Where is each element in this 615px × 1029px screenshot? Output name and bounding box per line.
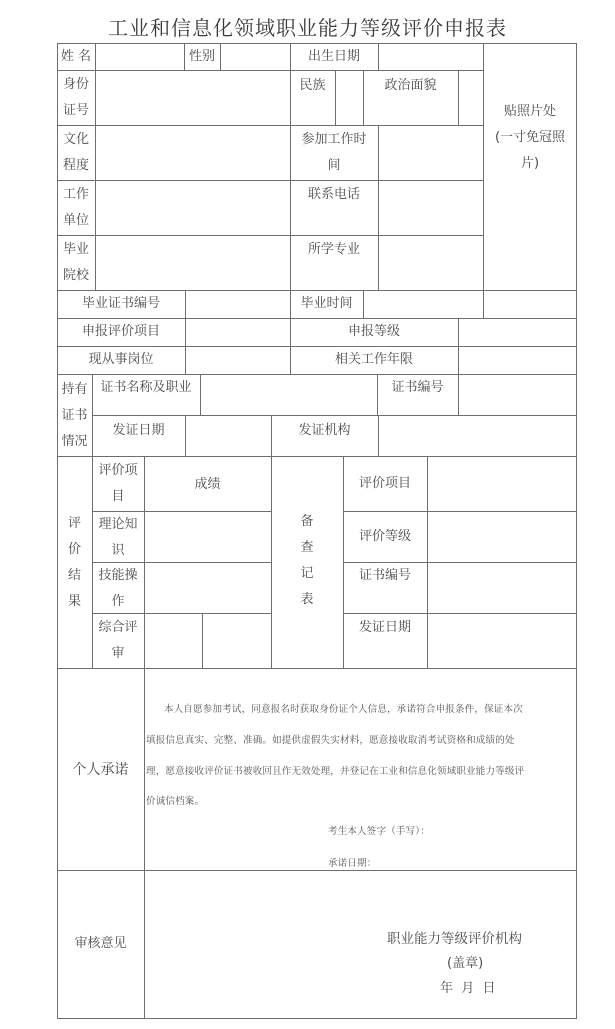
pledge-line: 填报信息真实、完整、准确。如提供虚假失实材料，愿意接收取消考试资格和成绩的处 xyxy=(146,735,515,746)
record-char: 备 xyxy=(300,514,314,529)
theory-label-line: 识 xyxy=(111,543,125,558)
eval-item-header xyxy=(92,458,144,510)
record-char: 表 xyxy=(300,592,314,607)
years-label: 相关工作年限 xyxy=(334,352,413,367)
unit-label-line: 工作 xyxy=(62,187,89,202)
eval-result-label xyxy=(57,511,92,615)
level-label: 申报等级 xyxy=(347,324,400,339)
phone-field[interactable] xyxy=(379,181,483,235)
theory-score-field[interactable] xyxy=(145,512,271,562)
eval-item-header-line: 目 xyxy=(111,489,125,504)
rule xyxy=(483,43,484,318)
major-label: 所学专业 xyxy=(307,242,360,257)
school-label xyxy=(57,237,95,289)
pledge-line: 价诚信档案。 xyxy=(146,796,205,807)
record-issue-date-label: 发证日期 xyxy=(358,620,411,635)
ethnicity-label: 民族 xyxy=(299,78,326,93)
form-title: 工业和信息化领域职业能力等级评价申报表 xyxy=(108,16,507,40)
overall-field-a[interactable] xyxy=(145,614,202,668)
name-label: 姓 名 xyxy=(60,49,92,64)
held-cert-label-line: 持有 xyxy=(61,382,88,397)
skill-label-line: 技能操 xyxy=(98,568,138,583)
held-issuer-label: 发证机构 xyxy=(298,423,351,438)
eval-item-label: 申报评价项目 xyxy=(81,324,160,339)
record-label xyxy=(271,509,343,613)
id-label-line: 证号 xyxy=(62,103,89,118)
record-item-label: 评价项目 xyxy=(358,476,411,491)
held-cert-label-line: 证书 xyxy=(61,408,88,423)
held-cert-number-label: 证书编号 xyxy=(391,380,444,395)
photo-text: 片) xyxy=(520,156,540,171)
review-seal: (盖章) xyxy=(447,956,484,971)
cert-name-label: 证书名称及职业 xyxy=(100,380,192,395)
held-issue-date-label: 发证日期 xyxy=(112,423,165,438)
id-number-field[interactable] xyxy=(96,71,290,125)
overall-field-b[interactable] xyxy=(203,614,271,668)
record-level-label: 评价等级 xyxy=(358,529,411,544)
work-start-label xyxy=(290,127,378,179)
education-label-line: 程度 xyxy=(62,158,89,173)
ethnicity-field[interactable] xyxy=(336,71,363,125)
held-cert-label xyxy=(57,377,92,455)
rule xyxy=(144,668,145,1019)
cert-name-field[interactable] xyxy=(201,375,377,415)
pledge-line: 本人自愿参加考试，同意报名时获取身份证个人信息，承诺符合申报条件，保证本次 xyxy=(164,704,523,715)
record-char: 记 xyxy=(300,566,314,581)
border-bottom xyxy=(57,1018,577,1019)
unit-field[interactable] xyxy=(96,181,290,235)
id-label xyxy=(57,72,95,124)
unit-label-line: 单位 xyxy=(62,213,89,228)
school-field[interactable] xyxy=(96,236,290,290)
overall-label-line: 综合评 xyxy=(98,620,138,635)
review-org: 职业能力等级评价机构 xyxy=(387,931,522,947)
unit-label xyxy=(57,182,95,234)
photo-text: (一寸免冠照 xyxy=(494,130,566,145)
birth-field[interactable] xyxy=(379,44,483,70)
political-field[interactable] xyxy=(459,71,483,125)
score-header: 成绩 xyxy=(194,477,221,492)
skill-label xyxy=(92,563,144,615)
name-field[interactable] xyxy=(96,44,184,70)
political-label: 政治面貌 xyxy=(384,78,437,93)
eval-result-char: 评 xyxy=(67,516,81,531)
held-cert-number-field[interactable] xyxy=(459,375,576,415)
pledge-date-label: 承诺日期： xyxy=(328,858,377,869)
theory-label xyxy=(92,512,144,564)
education-field[interactable] xyxy=(96,126,290,180)
photo-text: 贴照片处 xyxy=(503,104,556,119)
education-label xyxy=(57,127,95,179)
diploma-number-label: 毕业证书编号 xyxy=(81,296,160,311)
phone-label: 联系电话 xyxy=(307,187,360,202)
record-issue-date-field[interactable] xyxy=(428,614,576,668)
pledge-label: 个人承诺 xyxy=(72,762,129,778)
birth-label: 出生日期 xyxy=(307,49,360,64)
held-issue-date-field[interactable] xyxy=(186,416,271,456)
gender-field[interactable] xyxy=(221,44,290,70)
graduation-time-field[interactable] xyxy=(364,291,576,318)
held-issuer-field[interactable] xyxy=(379,416,576,456)
skill-label-line: 作 xyxy=(111,594,125,609)
years-field[interactable] xyxy=(459,347,576,374)
education-label-line: 文化 xyxy=(62,132,89,147)
school-label-line: 毕业 xyxy=(62,242,89,257)
theory-label-line: 理论知 xyxy=(98,517,138,532)
pledge-line: 理，愿意接收评价证书被收回且作无效处理，并登记在工业和信息化领域职业能力等级评 xyxy=(146,766,525,777)
rule xyxy=(57,668,577,669)
eval-result-char: 价 xyxy=(67,542,81,557)
record-char: 查 xyxy=(300,540,314,555)
major-field[interactable] xyxy=(379,236,483,290)
pledge-signature-label: 考生本人签字（手写）： xyxy=(328,826,430,837)
overall-label xyxy=(92,615,144,667)
record-item-field[interactable] xyxy=(428,457,576,511)
held-cert-label-line: 情况 xyxy=(61,434,88,449)
level-field[interactable] xyxy=(459,319,576,346)
skill-score-field[interactable] xyxy=(145,563,271,613)
post-field[interactable] xyxy=(186,347,290,374)
eval-result-char: 结 xyxy=(67,568,81,583)
record-level-field[interactable] xyxy=(428,512,576,562)
graduation-time-label: 毕业时间 xyxy=(300,296,353,311)
overall-label-line: 审 xyxy=(111,646,125,661)
record-cert-number-field[interactable] xyxy=(428,563,576,613)
review-label: 审核意见 xyxy=(74,936,127,951)
gender-label: 性别 xyxy=(188,49,215,64)
eval-result-char: 果 xyxy=(67,594,81,609)
record-cert-number-label: 证书编号 xyxy=(358,568,411,583)
review-date: 年 月 日 xyxy=(440,981,496,996)
post-label: 现从事岗位 xyxy=(88,352,154,367)
border-right xyxy=(576,43,577,1019)
eval-item-header-line: 评价项 xyxy=(98,463,138,478)
work-start-label-line: 间 xyxy=(327,158,341,173)
work-start-field[interactable] xyxy=(379,126,483,180)
id-label-line: 身份 xyxy=(62,77,89,92)
eval-item-field[interactable] xyxy=(186,319,290,346)
school-label-line: 院校 xyxy=(62,268,89,283)
photo-area[interactable] xyxy=(484,99,576,177)
work-start-label-line: 参加工作时 xyxy=(301,132,367,147)
application-form xyxy=(57,43,577,1019)
diploma-number-field[interactable] xyxy=(186,291,290,318)
